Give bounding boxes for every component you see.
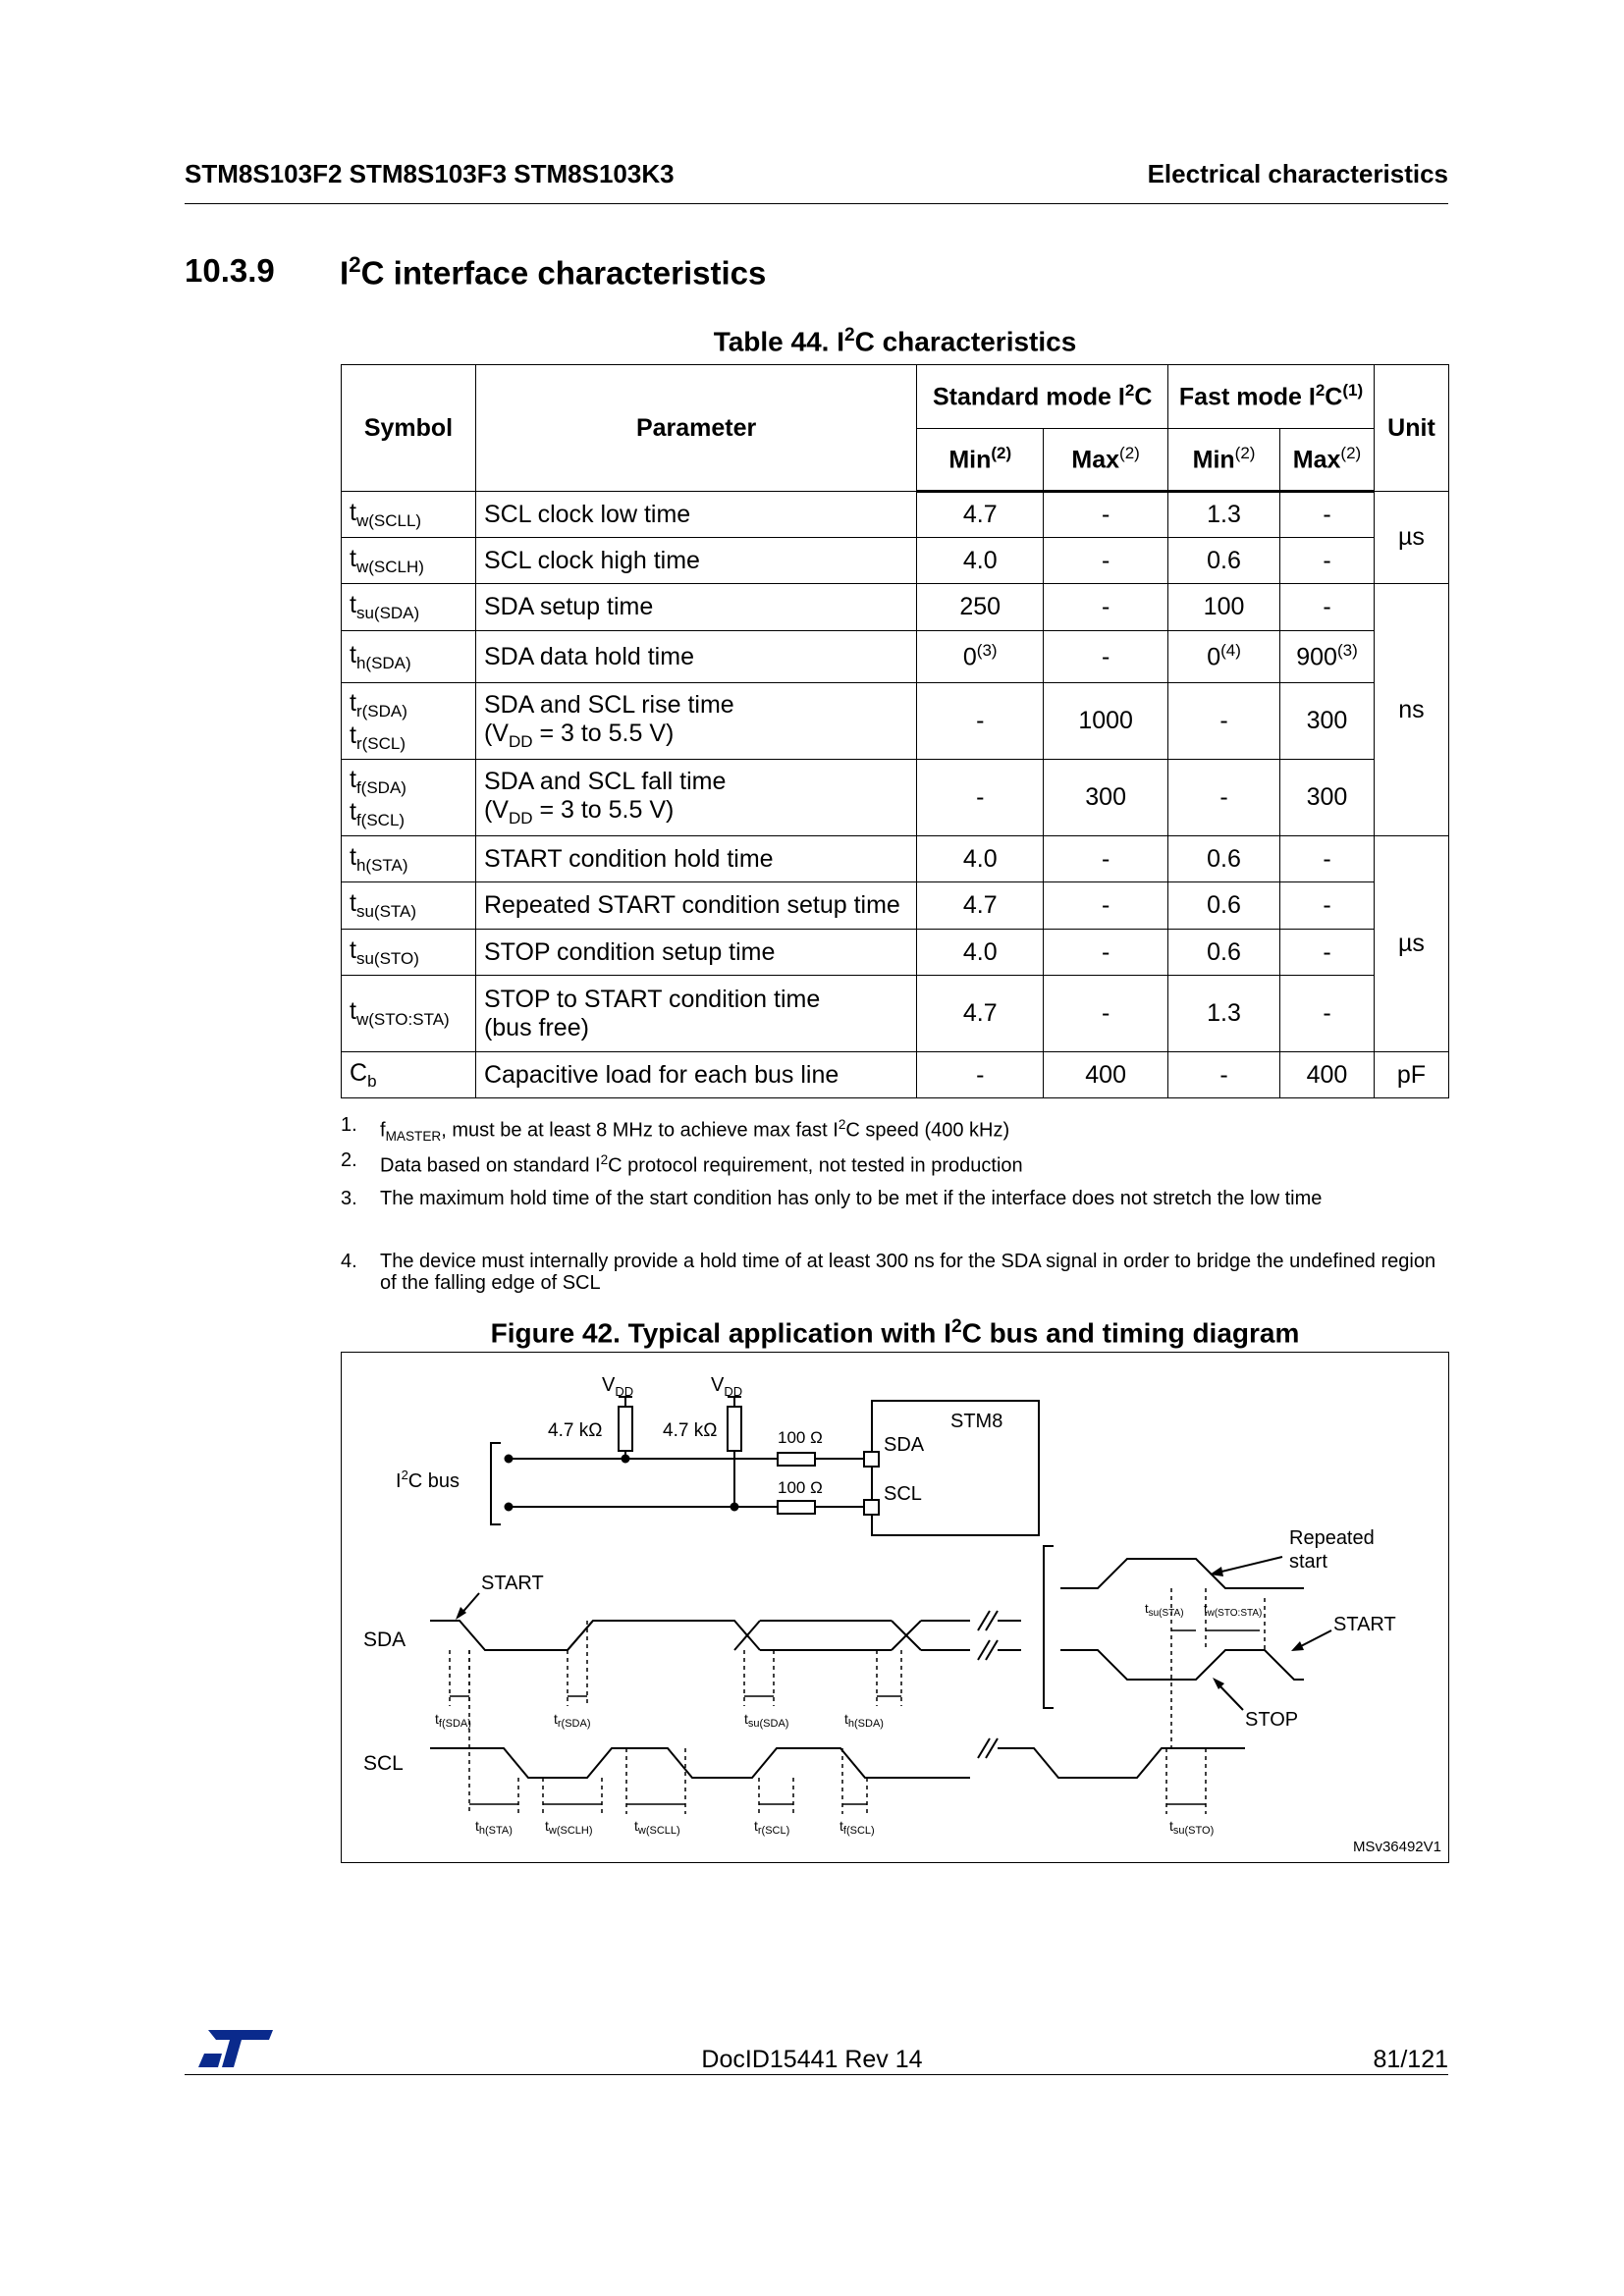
table-row bbox=[342, 1052, 1449, 1098]
parameter-cell: SDA setup time bbox=[475, 584, 916, 631]
value-cell: - bbox=[1280, 584, 1375, 631]
col-std-min: Min$^{(2)}$ bbox=[917, 429, 1044, 492]
value-cell: - bbox=[1280, 930, 1375, 976]
scl-node bbox=[506, 1504, 513, 1511]
scl-signal-label: SCL bbox=[363, 1752, 404, 1775]
th-sda-label: $t_{h(SDA)}$ bbox=[844, 1711, 884, 1730]
th-sta-label: $t_{h(STA)}$ bbox=[475, 1818, 513, 1837]
value-cell: - bbox=[1044, 976, 1168, 1052]
stop-start-waveform bbox=[1060, 1650, 1304, 1680]
footer-docid: DocID15441 Rev 14 bbox=[701, 2046, 923, 2073]
col-standard-mode: Standard mode $I^2C$ bbox=[917, 365, 1168, 429]
col-fast-mode: Fast mode $I^2C^{(1)}$ bbox=[1168, 365, 1375, 429]
value-cell: 0.6 bbox=[1168, 882, 1280, 930]
parameter-cell: START condition hold time bbox=[475, 836, 916, 882]
header-left: STM8S103F2 STM8S103F3 STM8S103K3 bbox=[185, 159, 675, 188]
value-cell: - bbox=[1280, 882, 1375, 930]
value-cell: 900$^{(3)}$ bbox=[1280, 631, 1375, 683]
r1-label: 4.7 kΩ bbox=[548, 1420, 603, 1441]
start-label-2: START bbox=[1333, 1614, 1396, 1635]
svg-text:ST: ST bbox=[200, 2064, 203, 2066]
parameter-cell: Repeated START condition setup time bbox=[475, 882, 916, 930]
bus-bracket bbox=[491, 1443, 501, 1524]
symbol-cell: $t_{su(SDA)}$ bbox=[342, 584, 476, 631]
start-label: START bbox=[481, 1573, 544, 1594]
tw-scll-label: $t_{w(SCLL)}$ bbox=[634, 1818, 680, 1837]
repeated-start-label-2: start bbox=[1289, 1551, 1327, 1573]
value-cell: - bbox=[917, 1052, 1044, 1098]
repeated-start-waveform bbox=[1060, 1559, 1304, 1588]
sda-node bbox=[506, 1456, 513, 1463]
value-cell: 400 bbox=[1044, 1052, 1168, 1098]
tsu-sto-label: $t_{su(STO)}$ bbox=[1169, 1818, 1215, 1837]
value-cell: 250 bbox=[917, 584, 1044, 631]
symbol-cell: $t_{su(STA)}$ bbox=[342, 882, 476, 930]
stop-label: STOP bbox=[1245, 1709, 1299, 1731]
value-cell: 0.6 bbox=[1168, 538, 1280, 584]
value-cell: - bbox=[1280, 836, 1375, 882]
i2c-bus-label: $I^2C$ bus bbox=[396, 1468, 460, 1492]
col-fast-min: Min$^{(2)}$ bbox=[1168, 429, 1280, 492]
value-cell: - bbox=[1280, 976, 1375, 1052]
section-title: $I^2C$ interface characteristics bbox=[340, 252, 767, 292]
table-row bbox=[342, 836, 1449, 882]
footer-page-number: 81/121 bbox=[1373, 2046, 1448, 2073]
table-row bbox=[342, 976, 1449, 1052]
symbol-cell: $t_{su(STO)}$ bbox=[342, 930, 476, 976]
scl-pin-label: SCL bbox=[884, 1483, 922, 1505]
table-row bbox=[342, 631, 1449, 683]
value-cell: 0$^{(4)}$ bbox=[1168, 631, 1280, 683]
value-cell: - bbox=[1044, 584, 1168, 631]
scl-waveform bbox=[430, 1748, 970, 1778]
parameter-cell: SCL clock low time bbox=[475, 492, 916, 538]
pullup-resistor-1 bbox=[619, 1407, 632, 1451]
table-row bbox=[342, 492, 1449, 538]
value-cell: - bbox=[1044, 492, 1168, 538]
vdd-label-2: $V_{DD}$ bbox=[711, 1374, 743, 1399]
header-rule bbox=[185, 203, 1448, 204]
value-cell: - bbox=[1044, 631, 1168, 683]
i2c-diagram bbox=[342, 1353, 1448, 1862]
r3-label: 100 Ω bbox=[778, 1428, 823, 1447]
value-cell: 4.0 bbox=[917, 930, 1044, 976]
scl-pin bbox=[864, 1500, 879, 1515]
value-cell: - bbox=[1044, 538, 1168, 584]
value-cell: 4.7 bbox=[917, 492, 1044, 538]
value-cell: - bbox=[1280, 538, 1375, 584]
stm8-label: STM8 bbox=[950, 1411, 1003, 1432]
value-cell: - bbox=[1044, 930, 1168, 976]
table-row bbox=[342, 584, 1449, 631]
figure-caption: Figure 42. Typical application with $I^2C$ bus and timing diagram bbox=[490, 1316, 1300, 1349]
value-cell: 300 bbox=[1044, 760, 1168, 836]
value-cell: 1.3 bbox=[1168, 976, 1280, 1052]
sda-pin-label: SDA bbox=[884, 1434, 925, 1456]
col-fast-max: Max$^{(2)}$ bbox=[1280, 429, 1375, 492]
header-right: Electrical characteristics bbox=[1147, 159, 1448, 188]
value-cell: 300 bbox=[1280, 760, 1375, 836]
col-parameter: Parameter bbox=[475, 365, 916, 492]
tsu-sta-label: $t_{su(STA)}$ bbox=[1145, 1601, 1184, 1619]
value-cell: 0.6 bbox=[1168, 930, 1280, 976]
value-cell: 4.7 bbox=[917, 976, 1044, 1052]
inset-bracket bbox=[1044, 1546, 1054, 1708]
unit-cell: µs bbox=[1374, 836, 1448, 1052]
repeated-start-label-1: Repeated bbox=[1289, 1527, 1375, 1549]
symbol-cell: $t_{h(SDA)}$ bbox=[342, 631, 476, 683]
parameter-cell: STOP to START condition time (bus free) bbox=[475, 976, 916, 1052]
value-cell: - bbox=[917, 760, 1044, 836]
value-cell: - bbox=[1044, 836, 1168, 882]
value-cell: 4.0 bbox=[917, 538, 1044, 584]
tf-scl-label: $t_{f(SCL)}$ bbox=[839, 1818, 875, 1837]
table-row bbox=[342, 538, 1449, 584]
value-cell: - bbox=[1044, 882, 1168, 930]
table-row bbox=[342, 930, 1449, 976]
parameter-cell: STOP condition setup time bbox=[475, 930, 916, 976]
parameter-cell: Capacitive load for each bus line bbox=[475, 1052, 916, 1098]
value-cell: - bbox=[1168, 760, 1280, 836]
symbol-cell: $t_{h(STA)}$ bbox=[342, 836, 476, 882]
symbol-cell: $t_{r(SDA)}$ $t_{r(SCL)}$ bbox=[342, 683, 476, 760]
col-unit: Unit bbox=[1374, 365, 1448, 492]
col-std-max: Max$^{(2)}$ bbox=[1044, 429, 1168, 492]
vdd-label-1: $V_{DD}$ bbox=[602, 1374, 634, 1399]
value-cell: 4.0 bbox=[917, 836, 1044, 882]
value-cell: 0.6 bbox=[1168, 836, 1280, 882]
r2-label: 4.7 kΩ bbox=[663, 1420, 718, 1441]
series-resistor-sda bbox=[778, 1453, 815, 1466]
value-cell: - bbox=[1168, 683, 1280, 760]
col-symbol: Symbol bbox=[342, 365, 476, 492]
i2c-characteristics-table bbox=[341, 364, 1449, 1098]
value-cell: 1.3 bbox=[1168, 492, 1280, 538]
sda-pin bbox=[864, 1452, 879, 1467]
sda-waveform bbox=[430, 1621, 760, 1650]
parameter-cell: SDA and SCL fall time ($V_{DD} = 3$ to 5.5 V) bbox=[475, 760, 916, 836]
value-cell: 0$^{(3)}$ bbox=[917, 631, 1044, 683]
symbol-cell: $t_{f(SDA)}$ $t_{f(SCL)}$ bbox=[342, 760, 476, 836]
value-cell: 400 bbox=[1280, 1052, 1375, 1098]
parameter-cell: SDA data hold time bbox=[475, 631, 916, 683]
symbol-cell: $C_b$ bbox=[342, 1052, 476, 1098]
pullup-resistor-2 bbox=[728, 1407, 741, 1451]
sda-signal-label: SDA bbox=[363, 1629, 406, 1651]
parameter-cell: SCL clock high time bbox=[475, 538, 916, 584]
figure-ref-id: MSv36492V1 bbox=[1352, 1839, 1441, 1855]
value-cell: 100 bbox=[1168, 584, 1280, 631]
section-number: 10.3.9 bbox=[185, 252, 275, 289]
footer-rule bbox=[185, 2074, 1448, 2075]
unit-cell: ns bbox=[1374, 584, 1448, 836]
symbol-cell: $t_{w(SCLL)}$ bbox=[342, 492, 476, 538]
tr-scl-label: $t_{r(SCL)}$ bbox=[754, 1818, 790, 1837]
value-cell: 4.7 bbox=[917, 882, 1044, 930]
tf-sda-label: $t_{f(SDA)}$ bbox=[435, 1711, 471, 1730]
symbol-cell: $t_{w(STO:STA)}$ bbox=[342, 976, 476, 1052]
table-caption: Table 44. $I^2C$ characteristics bbox=[713, 325, 1077, 357]
value-cell: 300 bbox=[1280, 683, 1375, 760]
tsu-sda-label: $t_{su(SDA)}$ bbox=[744, 1711, 789, 1730]
parameter-cell: SDA and SCL rise time ($V_{DD} = 3$ to 5.5 V) bbox=[475, 683, 916, 760]
unit-cell: µs bbox=[1374, 492, 1448, 584]
value-cell: 1000 bbox=[1044, 683, 1168, 760]
tr-sda-label: $t_{r(SDA)}$ bbox=[554, 1711, 591, 1730]
series-resistor-scl bbox=[778, 1501, 815, 1514]
table-row bbox=[342, 683, 1449, 760]
value-cell: - bbox=[1168, 1052, 1280, 1098]
table-row bbox=[342, 760, 1449, 836]
unit-cell: pF bbox=[1374, 1052, 1448, 1098]
value-cell: - bbox=[917, 683, 1044, 760]
tw-sclh-label: $t_{w(SCLH)}$ bbox=[545, 1818, 593, 1837]
symbol-cell: $t_{w(SCLH)}$ bbox=[342, 538, 476, 584]
r4-label: 100 Ω bbox=[778, 1478, 823, 1497]
table-row bbox=[342, 882, 1449, 930]
tw-stosta-label: $t_{w(STO:STA)}$ bbox=[1204, 1601, 1263, 1619]
value-cell: - bbox=[1280, 492, 1375, 538]
i2c-figure bbox=[341, 1352, 1449, 1863]
